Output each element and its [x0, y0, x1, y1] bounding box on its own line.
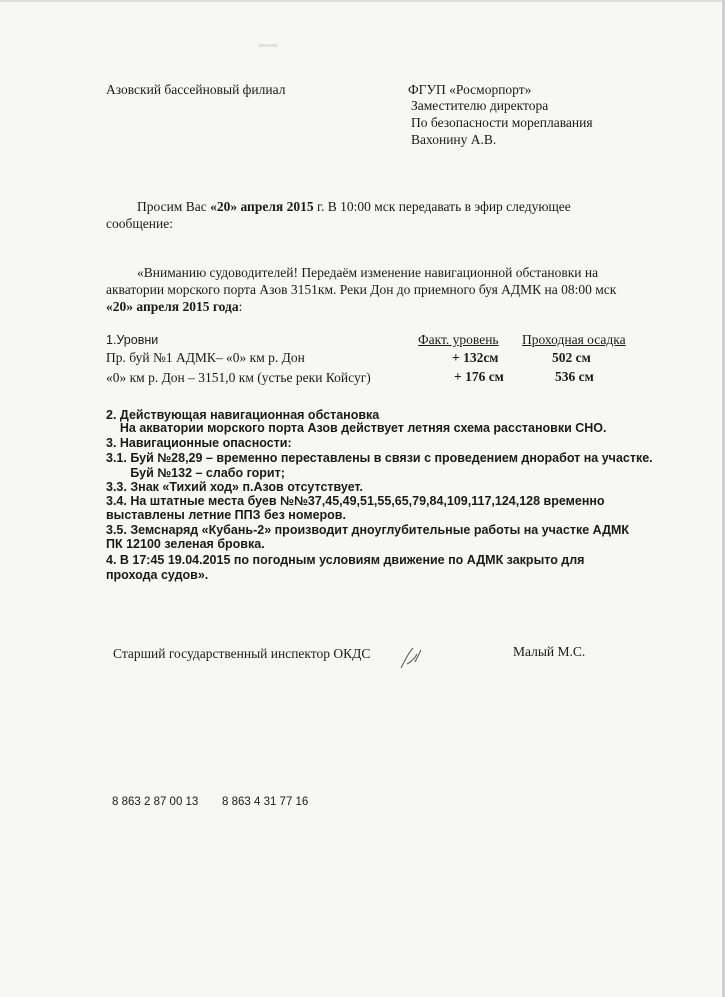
section-3-4-line-1: 3.4. На штатные места буев №№37,45,49,51,55,65,79,84,109,117,124,128 временно: [106, 494, 605, 508]
levels-heading: 1.Уровни: [106, 333, 159, 347]
section-3-heading: 3. Навигационные опасности:: [106, 436, 292, 450]
section-4-line-1: 4. В 17:45 19.04.2015 по погодным условиям движение по АДМК закрыто для: [106, 553, 585, 567]
levels-row-2-fact: + 176 см: [454, 369, 504, 384]
scan-edge-top: [0, 0, 725, 2]
section-3-4-line-2: выставлены летние ППЗ без номеров.: [106, 508, 346, 522]
section-3-3: 3.3. Знак «Тихий ход» п.Азов отсутствует.: [106, 480, 364, 494]
section-3-5-line-1: 3.5. Земснаряд «Кубань-2» производит дноуглубительные работы на участке АДМК: [106, 523, 630, 537]
request-line-1: [137, 199, 571, 215]
levels-row-2-label: «0» км р. Дон – 3151,0 км (устье реки Койсуг): [106, 370, 371, 385]
section-3-1: 3.1. Буй №28,29 – временно переставлены в связи с проведением днoработ на участке.: [106, 451, 653, 465]
levels-row-1-draft: 502 см: [552, 350, 591, 365]
request-line-2: сообщение:: [106, 216, 173, 231]
announcement-date: «20» апреля 2015 года: [106, 299, 239, 314]
announcement-colon: :: [238, 299, 243, 314]
levels-col-fact: Факт. уровень: [418, 332, 499, 347]
phone-2: 8 863 4 31 77 16: [222, 796, 309, 808]
request-date: «20» апреля 2015: [210, 199, 314, 214]
section-3-1-buoy: Буй №132 – слабо горит;: [106, 466, 285, 480]
phone-1: 8 863 2 87 00 13: [112, 796, 199, 808]
request-text-end: г. В 10:00 мск передавать в эфир следующее: [313, 199, 571, 214]
scan-smudge: [258, 44, 278, 47]
handwritten-signature: [395, 642, 435, 672]
announcement-line-1: «Вниманию судоводителей! Передаём изменение навигационной обстановки на: [137, 265, 599, 280]
levels-row-1-label: Пр. буй №1 АДМК– «0» км р. Дон: [106, 350, 305, 365]
signatory-position: Старший государственный инспектор ОКДС: [113, 646, 371, 661]
recipient-line-3: По безопасности мореплавания: [411, 115, 593, 130]
levels-row-2-draft: 536 см: [555, 369, 594, 384]
sender-organization: Азовский бассейновый филиал: [106, 82, 286, 97]
section-3-5-line-2: ПК 12100 зеленая бровка.: [106, 537, 265, 551]
levels-row-1-fact: + 132см: [452, 350, 499, 365]
recipient-line-2: Заместителю директора: [411, 98, 549, 113]
section-2-text: На акватории морского порта Азов действует летняя схема расстановки СНО.: [106, 421, 607, 435]
request-text-start: Просим Вас: [137, 199, 211, 214]
announcement-line-3: [106, 299, 242, 315]
announcement-line-2: акватории морского порта Азов 3151км. Реки Дон до приемного буя АДМК на 08:00 мск: [106, 282, 617, 297]
recipient-line-1: ФГУП «Росморпорт»: [408, 82, 532, 97]
levels-col-draft: Проходная осадка: [522, 332, 626, 347]
signatory-name: Малый М.С.: [513, 644, 586, 659]
section-4-line-2: проходa судов».: [106, 568, 209, 582]
section-2-heading: 2. Действующая навигационная обстановка: [106, 408, 380, 422]
recipient-line-4: Вахонину А.В.: [411, 132, 497, 147]
